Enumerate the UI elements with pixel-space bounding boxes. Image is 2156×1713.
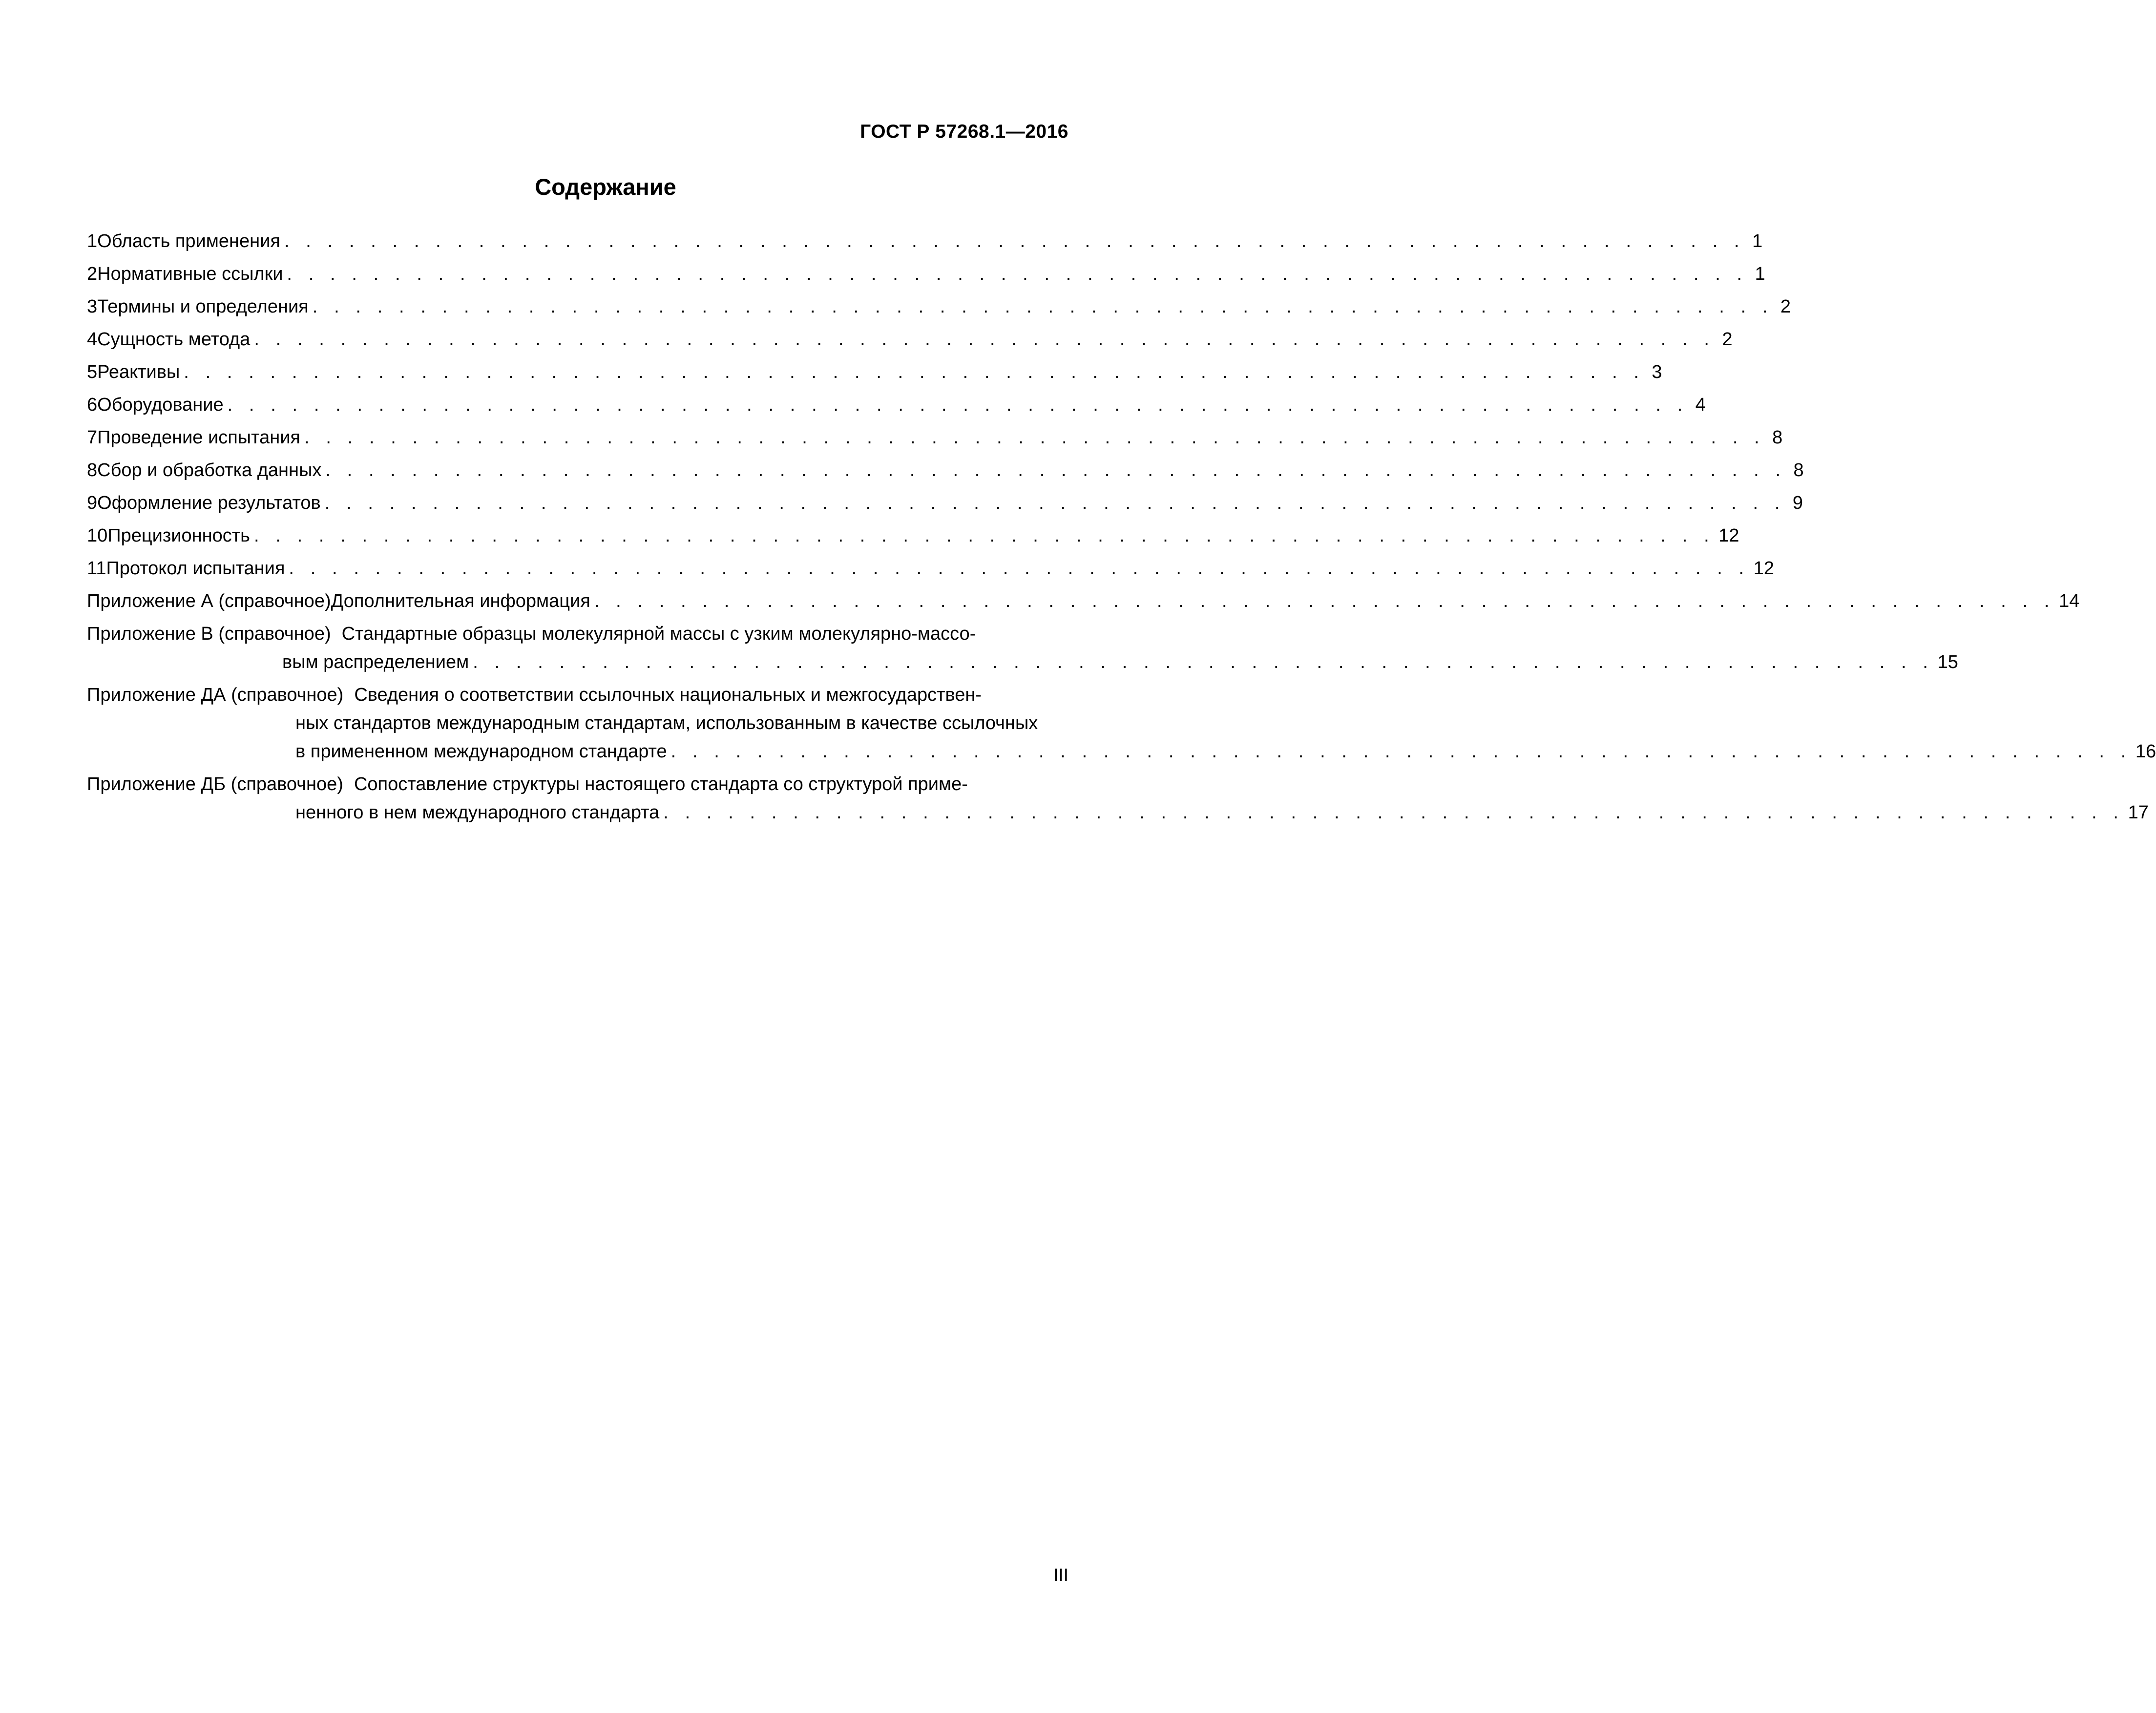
dot-leader: . . . . . . . . . . . . . . . . . . . . . . . . . . . . . . . . . . . . . . . . . . . . . . . . . . . . . . . . . . . . . . . . . . . . [287,264,1748,284]
dot-leader: . . . . . . . . . . . . . . . . . . . . . . . . . . . . . . . . . . . . . . . . . . . . . . . . . . . . . . . . . . . . . . . . . . . . [324,493,1786,513]
toc-entry-page: 12 [1718,525,1739,546]
dot-leader: . . . . . . . . . . . . . . . . . . . . . . . . . . . . . . . . . . . . . . . . . . . . . . . . . . . . . . . . . . . . . . . . . . . . [289,558,1750,579]
toc-entry-title: Реактивы [97,362,180,382]
annex-title-line: Сопоставление структуры настоящего стандарта со структурой приме- [354,774,968,794]
toc-entry-page: 16 [2135,741,2156,762]
toc-entry[interactable] [87,524,1739,557]
toc-entry-title: Нормативные ссылки [97,264,283,284]
toc-entry-page: 2 [1722,329,1733,350]
standard-id: ГОСТ Р 57268.1—2016 [860,121,1068,142]
toc-entry-title: Область применения [97,231,280,251]
annex-title-line: в примененном международном стандарте [295,741,667,762]
annex-title-line: Стандартные образцы молекулярной массы с узким молекулярно-массо- [341,624,976,644]
annex-label: Приложение ДБ (справочное) [87,774,343,794]
toc-entry-title: Оформление результатов [97,493,321,513]
annex-label: Приложение В (справочное) [87,624,331,644]
toc-annex-entry[interactable] [87,589,2080,622]
dot-leader: . . . . . . . . . . . . . . . . . . . . . . . . . . . . . . . . . . . . . . . . . . . . . . . . . . . . . . . . . . . . . . . . . . . . [254,329,1715,350]
table-of-contents [87,230,2156,834]
dot-leader: . . . . . . . . . . . . . . . . . . . . . . . . . . . . . . . . . . . . . . . . . . . . . . . . . . . . . . . . . . . . . . . . . . . . [670,741,2132,762]
dot-leader: . . . . . . . . . . . . . . . . . . . . . . . . . . . . . . . . . . . . . . . . . . . . . . . . . . . . . . . . . . . . . . . . . . . . [473,652,1934,672]
toc-entry-page: 15 [1937,652,1958,672]
toc-entry-number: 6 [87,395,98,415]
toc-entry-page: 9 [1792,493,1803,513]
toc-entry-number: 5 [87,362,98,382]
toc-entry-number: 1 [87,231,98,251]
toc-entry[interactable] [87,557,1774,589]
dot-leader: . . . . . . . . . . . . . . . . . . . . . . . . . . . . . . . . . . . . . . . . . . . . . . . . . . . . . . . . . . . . . . . . . . . . [304,427,1765,448]
dot-leader: . . . . . . . . . . . . . . . . . . . . . . . . . . . . . . . . . . . . . . . . . . . . . . . . . . . . . . . . . . . . . . . . . . . . [325,460,1786,480]
toc-entry-page: 1 [1755,264,1765,284]
toc-entry-title: Термины и определения [97,296,309,317]
toc-entry-title: Сбор и обработка данных [97,460,322,480]
toc-annex-entry[interactable] [87,683,2156,773]
toc-entry-number: 7 [87,427,98,448]
toc-annex-entry[interactable] [87,622,1958,683]
toc-entry-page: 1 [1752,231,1763,251]
toc-entry-title: Оборудование [97,395,224,415]
toc-entry-number: 3 [87,296,98,317]
toc-entry[interactable] [87,459,1804,491]
toc-entry-page: 12 [1753,558,1774,579]
dot-leader: . . . . . . . . . . . . . . . . . . . . . . . . . . . . . . . . . . . . . . . . . . . . . . . . . . . . . . . . . . . . . . . . . . . . [284,231,1745,251]
toc-title: Содержание [535,174,676,200]
annex-title-line: Сведения о соответствии ссылочных национальных и межгосударствен- [354,685,982,705]
toc-entry-page: 3 [1652,362,1662,382]
toc-entry-page: 8 [1772,427,1783,448]
dot-leader: . . . . . . . . . . . . . . . . . . . . . . . . . . . . . . . . . . . . . . . . . . . . . . . . . . . . . . . . . . . . . . . . . . . . [594,591,2055,611]
annex-title-line: вым распределением [282,652,469,672]
page-number: III [1053,1565,1068,1585]
dot-leader: . . . . . . . . . . . . . . . . . . . . . . . . . . . . . . . . . . . . . . . . . . . . . . . . . . . . . . . . . . . . . . . . . . . . [312,296,1774,317]
toc-entry[interactable] [87,426,1783,459]
toc-entry[interactable] [87,328,1733,360]
dot-leader: . . . . . . . . . . . . . . . . . . . . . . . . . . . . . . . . . . . . . . . . . . . . . . . . . . . . . . . . . . . . . . . . . . . . [253,525,1715,546]
toc-entry[interactable] [87,262,1765,295]
dot-leader: . . . . . . . . . . . . . . . . . . . . . . . . . . . . . . . . . . . . . . . . . . . . . . . . . . . . . . . . . . . . . . . . . . . . [663,802,2124,823]
toc-entry-page: 4 [1695,395,1706,415]
toc-entry-page: 14 [2059,591,2080,611]
annex-title-line: ненного в нем международного стандарта [295,802,660,823]
dot-leader: . . . . . . . . . . . . . . . . . . . . . . . . . . . . . . . . . . . . . . . . . . . . . . . . . . . . . . . . . . . . . . . . . . . . [227,395,1688,415]
toc-entry-number: 10 [87,525,108,546]
annex-title-line: ных стандартов международным стандартам, использованным в качестве ссылочных [295,713,1038,733]
annex-title: Дополнительная информация [331,591,590,611]
toc-entry-number: 8 [87,460,98,480]
toc-entry-number: 9 [87,493,98,513]
toc-annex-entry[interactable] [87,773,2149,834]
toc-entry[interactable] [87,491,1803,524]
toc-entry[interactable] [87,360,1662,393]
toc-entry[interactable] [87,393,1706,426]
toc-entry-page: 17 [2128,802,2149,823]
toc-entry-title: Протокол испытания [106,558,285,579]
toc-entry[interactable] [87,230,1763,262]
dot-leader: . . . . . . . . . . . . . . . . . . . . . . . . . . . . . . . . . . . . . . . . . . . . . . . . . . . . . . . . . . . . . . . . . . . . [184,362,1645,382]
toc-entry-title: Прецизионность [107,525,250,546]
toc-entry-page: 8 [1793,460,1804,480]
toc-entry-title: Проведение испытания [97,427,301,448]
toc-entry-number: 11 [87,558,106,579]
toc-entry[interactable] [87,295,1791,328]
toc-entry-title: Сущность метода [97,329,251,350]
toc-entry-number: 4 [87,329,98,350]
toc-entry-number: 2 [87,264,98,284]
annex-label: Приложение ДА (справочное) [87,685,344,705]
toc-entry-page: 2 [1780,296,1791,317]
annex-label: Приложение А (справочное) [87,591,331,611]
